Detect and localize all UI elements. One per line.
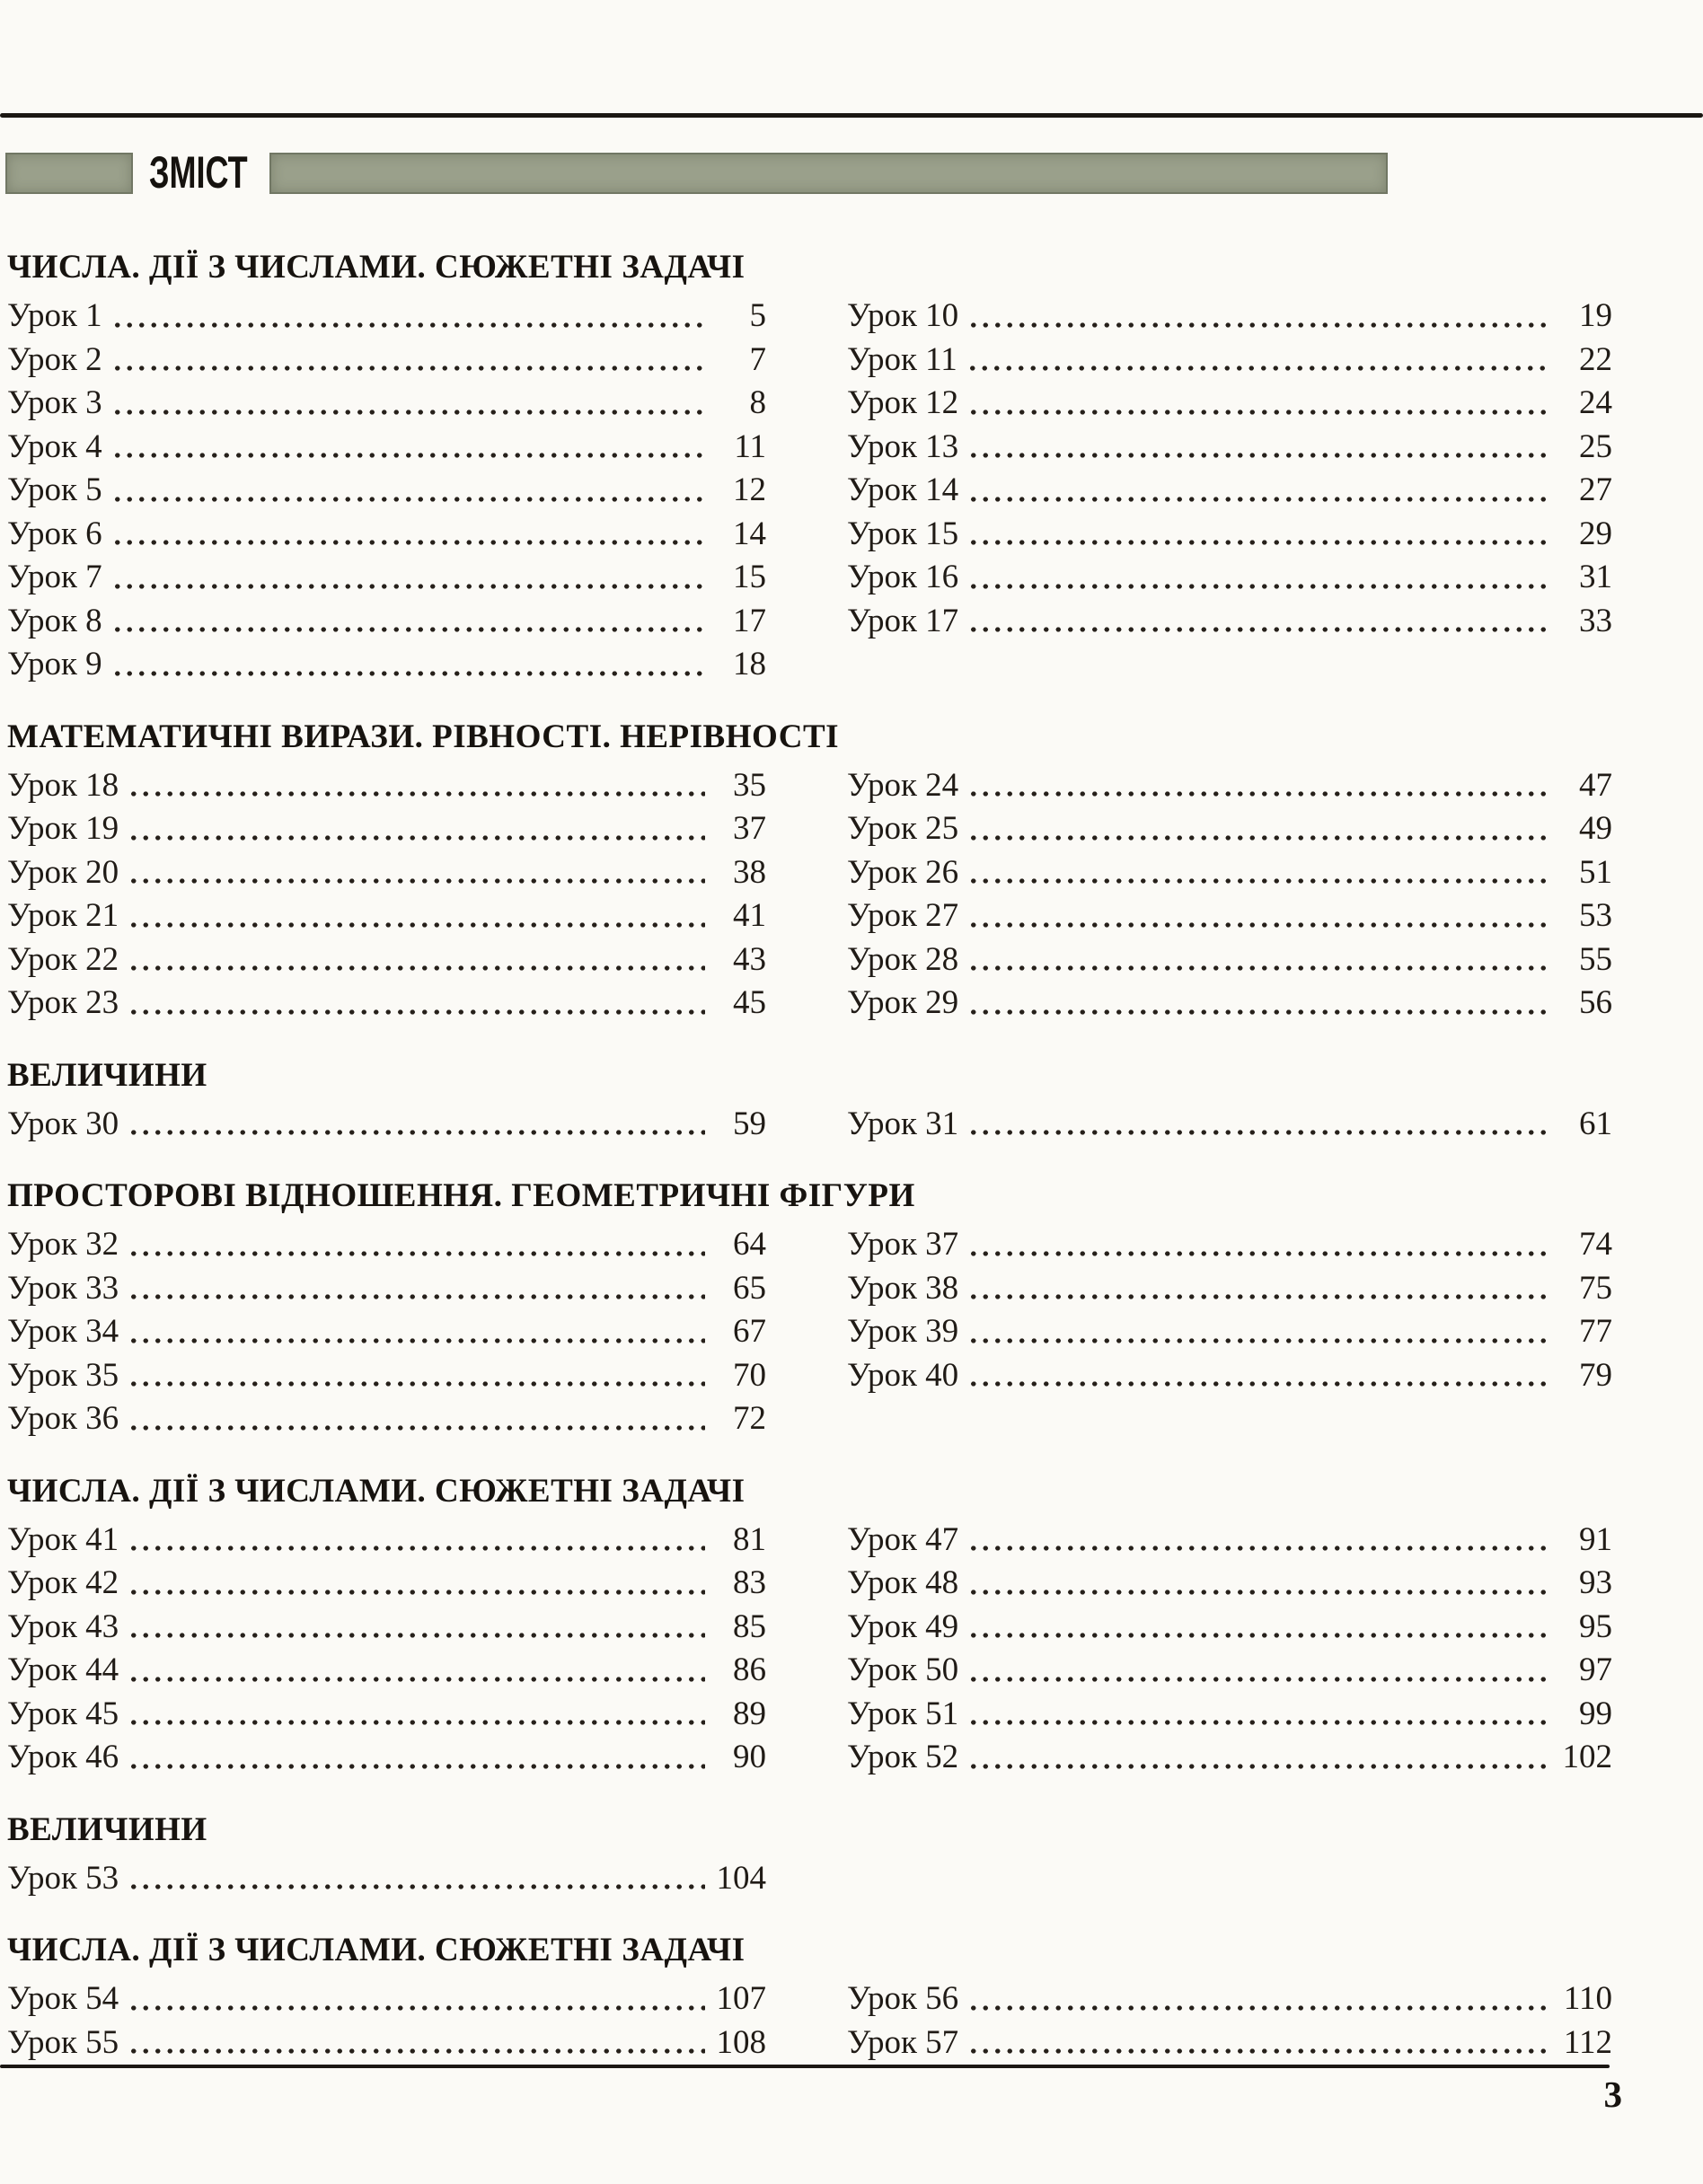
toc-entry [847,1649,1612,1693]
page-ref: 99 [1579,1695,1612,1732]
toc-entry [847,1354,1612,1398]
dot-leader [128,920,705,930]
lesson-label: Урок 2 [7,340,102,378]
page-ref: 110 [1563,1980,1612,2017]
toc-entry [7,1267,766,1311]
bottom-rule [0,2065,1610,2068]
dot-leader [128,1007,705,1017]
toc-entry [7,469,766,513]
page-ref: 93 [1579,1564,1612,1601]
toc-entry [7,643,766,687]
dot-leader [967,876,1551,886]
page-ref: 91 [1579,1520,1612,1558]
lesson-label: Урок 21 [7,897,119,934]
page-ref: 59 [733,1105,766,1142]
dot-leader [967,832,1551,843]
section-title: ЧИСЛА. ДІЇ З ЧИСЛАМИ. СЮЖЕТНІ ЗАДАЧІ [7,1932,746,1968]
toc-entry [847,600,1612,644]
toc-entry [7,426,766,470]
page-ref: 74 [1579,1226,1612,1263]
dot-leader [128,1127,705,1138]
page-ref: 41 [733,897,766,934]
page-ref: 29 [1579,515,1612,552]
dot-leader [128,1717,705,1728]
toc-entry [7,513,766,557]
dot-leader [967,1291,1551,1302]
dot-leader [967,920,1551,930]
lesson-label: Урок 28 [847,940,959,978]
toc-column-right [847,295,1612,643]
toc-entry [847,894,1612,938]
dot-leader [128,1422,705,1433]
toc-column-left [7,1519,766,1780]
toc-entry [847,982,1612,1026]
section-columns [7,295,1612,687]
dot-leader [967,1587,1551,1598]
section-columns [7,1519,1612,1780]
dot-leader [111,668,705,679]
lesson-label: Урок 3 [7,384,102,421]
toc-entry [847,807,1612,851]
lesson-label: Урок 29 [847,984,959,1021]
lesson-label: Урок 9 [7,646,102,682]
lesson-label: Урок 13 [847,427,959,465]
toc-sections [7,196,1612,2065]
lesson-label: Урок 36 [7,1400,119,1437]
lesson-label: Урок 30 [7,1105,119,1142]
toc-entry [847,1310,1612,1354]
toc-entry [847,556,1612,600]
dot-leader [967,1378,1551,1389]
toc-entry [7,1354,766,1398]
lesson-label: Урок 1 [7,297,102,334]
page-ref: 7 [749,340,766,378]
toc-entry [7,1857,766,1901]
dot-leader [967,2003,1551,2013]
toc-entry [847,851,1612,895]
lesson-label: Урок 37 [847,1226,959,1263]
toc-entry [7,1223,766,1267]
dot-leader [966,363,1551,374]
dot-leader [967,320,1551,330]
page-title: ЗМІСТ [149,147,248,198]
lesson-label: Урок 8 [7,602,102,639]
toc-entry [847,1267,1612,1311]
toc-column-left [7,1103,766,1147]
page-ref: 64 [733,1226,766,1263]
page-ref: 102 [1562,1739,1612,1775]
toc-entry [847,382,1612,426]
section-title: ЧИСЛА. ДІЇ З ЧИСЛАМИ. СЮЖЕТНІ ЗАДАЧІ [7,249,746,286]
page-ref: 97 [1579,1651,1612,1688]
page-ref: 35 [733,766,766,804]
folio-page-number: 3 [1603,2074,1622,2115]
page-ref: 89 [733,1695,766,1732]
dot-leader [967,537,1551,548]
dot-leader [128,788,705,799]
page-ref: 27 [1579,471,1612,508]
page-ref: 24 [1579,384,1612,421]
toc-entry [847,1736,1612,1780]
lesson-label: Урок 40 [847,1356,959,1394]
toc-entry [847,764,1612,808]
page-ref: 77 [1579,1313,1612,1350]
lesson-label: Урок 5 [7,471,102,508]
dot-leader [128,1378,705,1389]
lesson-label: Урок 54 [7,1980,119,2017]
lesson-label: Урок 16 [847,559,959,595]
dot-leader [111,537,705,548]
dot-leader [128,832,705,843]
dot-leader [128,1291,705,1302]
dot-leader [111,494,705,505]
page-ref: 14 [733,515,766,552]
page-ref: 33 [1579,602,1612,639]
page-ref: 5 [749,297,766,334]
lesson-label: Урок 49 [847,1607,959,1645]
toc-section [7,248,1612,687]
section-columns [7,1857,1612,1901]
dot-leader [967,407,1551,418]
page-ref: 56 [1579,984,1612,1021]
toc-column-left [7,295,766,687]
lesson-label: Урок 26 [847,853,959,891]
page-ref: 83 [733,1564,766,1601]
page-ref: 8 [749,384,766,421]
page-ref: 22 [1579,340,1612,378]
dot-leader [967,1630,1551,1641]
dot-leader [967,494,1551,505]
lesson-label: Урок 18 [7,766,119,804]
toc-entry [847,1103,1612,1147]
dot-leader [111,581,705,592]
lesson-label: Урок 50 [847,1651,959,1688]
dot-leader [967,624,1551,635]
lesson-label: Урок 17 [847,602,959,639]
dot-leader [967,1761,1551,1772]
page-ref: 11 [734,427,766,465]
page-ref: 95 [1579,1607,1612,1645]
lesson-label: Урок 56 [847,1980,959,2017]
lesson-label: Урок 38 [847,1269,959,1307]
toc-section [7,1056,1612,1147]
page-ref: 17 [733,602,766,639]
lesson-label: Урок 20 [7,853,119,891]
dot-leader [967,1127,1551,1138]
section-title: ЧИСЛА. ДІЇ З ЧИСЛАМИ. СЮЖЕТНІ ЗАДАЧІ [7,1472,746,1510]
toc-entry [847,1693,1612,1737]
toc-entry [7,295,766,339]
toc-entry [7,807,766,851]
section-columns [7,764,1612,1026]
toc-entry [7,764,766,808]
toc-column-right [847,1103,1612,1147]
page-ref: 70 [733,1356,766,1394]
toc-entry [847,1977,1612,2021]
lesson-label: Урок 35 [7,1356,119,1394]
dot-leader [128,1674,705,1685]
lesson-label: Урок 55 [7,2023,119,2061]
dot-leader [111,450,705,461]
lesson-label: Урок 51 [847,1695,959,1732]
lesson-label: Урок 57 [847,2023,959,2061]
dot-leader [128,1587,705,1598]
toc-entry [847,426,1612,470]
dot-leader [128,1335,705,1346]
dot-leader [128,2046,705,2056]
lesson-label: Урок 32 [7,1226,119,1263]
page-ref: 85 [733,1607,766,1645]
toc-entry [7,938,766,982]
page-ref: 38 [733,853,766,891]
lesson-label: Урок 15 [847,515,959,552]
header-band-left [5,153,133,194]
toc-entry [7,339,766,383]
toc-entry [7,1562,766,1606]
lesson-label: Урок 53 [7,1859,119,1897]
dot-leader [111,624,705,635]
toc-entry [7,1649,766,1693]
lesson-label: Урок 14 [847,471,959,508]
page-ref: 107 [716,1980,766,2017]
page-ref: 47 [1579,766,1612,804]
lesson-label: Урок 33 [7,1269,119,1307]
toc-section [7,1472,1612,1780]
toc-entry [7,2021,766,2065]
page-ref: 79 [1579,1356,1612,1394]
page-ref: 31 [1579,559,1612,595]
toc-entry [7,1977,766,2021]
toc-column-left [7,764,766,1026]
dot-leader [967,1335,1551,1346]
page-ref: 61 [1579,1105,1612,1142]
toc-entry [7,1736,766,1780]
lesson-label: Урок 27 [847,897,959,934]
page-ref: 37 [733,810,766,847]
toc-entry [7,982,766,1026]
page-ref: 72 [733,1400,766,1437]
toc-entry [847,2021,1612,2065]
lesson-label: Урок 46 [7,1739,119,1775]
page-ref: 67 [733,1313,766,1350]
page-ref: 51 [1579,853,1612,891]
lesson-label: Урок 45 [7,1695,119,1732]
page-ref: 65 [733,1269,766,1307]
section-title: ВЕЛИЧИНИ [7,1810,207,1848]
dot-leader [967,1543,1551,1554]
page-ref: 18 [733,646,766,682]
toc-column-right [847,1519,1612,1780]
top-rule [0,113,1703,118]
toc-column-right [847,1977,1612,2065]
toc-column-right [847,1223,1612,1397]
toc-entry [847,339,1612,383]
lesson-label: Урок 7 [7,559,102,595]
toc-entry [7,1103,766,1147]
page-ref: 55 [1579,940,1612,978]
dot-leader [128,1881,705,1892]
toc-entry [7,1519,766,1563]
toc-entry [7,851,766,895]
dot-leader [128,2003,705,2013]
page-ref: 104 [716,1859,766,1897]
page-ref: 53 [1579,897,1612,934]
lesson-label: Урок 52 [847,1739,959,1775]
toc-section [7,1176,1612,1441]
dot-leader [128,1630,705,1641]
section-title: МАТЕМАТИЧНІ ВИРАЗИ. РІВНОСТІ. НЕРІВНОСТІ [7,718,840,755]
page-ref: 12 [733,471,766,508]
lesson-label: Урок 31 [847,1105,959,1142]
lesson-label: Урок 44 [7,1651,119,1688]
lesson-label: Урок 41 [7,1520,119,1558]
toc-entry [847,513,1612,557]
lesson-label: Урок 47 [847,1520,959,1558]
dot-leader [111,407,705,418]
toc-entry [7,1397,766,1441]
dot-leader [128,876,705,886]
toc-entry [7,556,766,600]
page-ref: 19 [1579,297,1612,334]
dot-leader [128,963,705,973]
toc-entry [847,1606,1612,1650]
section-columns [7,1103,1612,1147]
page-ref: 75 [1579,1269,1612,1307]
dot-leader [128,1761,705,1772]
toc-entry [847,1223,1612,1267]
toc-entry [7,382,766,426]
toc-entry [7,894,766,938]
dot-leader [967,1717,1551,1728]
lesson-label: Урок 39 [847,1313,959,1350]
lesson-label: Урок 22 [7,940,119,978]
toc-section [7,1810,1612,1901]
lesson-label: Урок 42 [7,1564,119,1601]
toc-entry [847,295,1612,339]
lesson-label: Урок 34 [7,1313,119,1350]
lesson-label: Урок 10 [847,297,959,334]
toc-header [0,147,1703,198]
lesson-label: Урок 23 [7,984,119,1021]
toc-column-left [7,1223,766,1441]
page-ref: 43 [733,940,766,978]
page-ref: 49 [1579,810,1612,847]
section-columns [7,1977,1612,2065]
header-band-right [269,153,1388,194]
page-ref: 45 [733,984,766,1021]
lesson-label: Урок 12 [847,384,959,421]
toc-entry [7,1693,766,1737]
dot-leader [967,1674,1551,1685]
lesson-label: Урок 48 [847,1564,959,1601]
dot-leader [128,1248,705,1259]
page-ref: 112 [1563,2023,1612,2061]
lesson-label: Урок 43 [7,1607,119,1645]
dot-leader [967,1248,1551,1259]
toc-column-left [7,1977,766,2065]
dot-leader [967,450,1551,461]
section-columns [7,1223,1612,1441]
page-ref: 15 [733,559,766,595]
toc-section [7,718,1612,1026]
lesson-label: Урок 24 [847,766,959,804]
lesson-label: Урок 11 [847,340,957,378]
dot-leader [967,963,1551,973]
lesson-label: Урок 25 [847,810,959,847]
toc-entry [847,1562,1612,1606]
toc-entry [7,600,766,644]
toc-entry [847,938,1612,982]
dot-leader [967,788,1551,799]
page-ref: 108 [716,2023,766,2061]
page-ref: 25 [1579,427,1612,465]
toc-entry [847,469,1612,513]
lesson-label: Урок 6 [7,515,102,552]
dot-leader [111,320,705,330]
page-ref: 90 [733,1739,766,1775]
section-title: ВЕЛИЧИНИ [7,1056,207,1094]
dot-leader [128,1543,705,1554]
toc-column-left [7,1857,766,1901]
dot-leader [967,1007,1551,1017]
lesson-label: Урок 19 [7,810,119,847]
dot-leader [111,363,705,374]
toc-column-right [847,764,1612,1026]
dot-leader [967,581,1551,592]
toc-section [7,1931,1612,2065]
toc-entry [7,1606,766,1650]
dot-leader [967,2046,1551,2056]
page-ref: 86 [733,1651,766,1688]
section-title: ПРОСТОРОВІ ВІДНОШЕННЯ. ГЕОМЕТРИЧНІ ФІГУРИ [7,1177,915,1214]
page-ref: 81 [733,1520,766,1558]
toc-entry [7,1310,766,1354]
lesson-label: Урок 4 [7,427,102,465]
toc-entry [847,1519,1612,1563]
